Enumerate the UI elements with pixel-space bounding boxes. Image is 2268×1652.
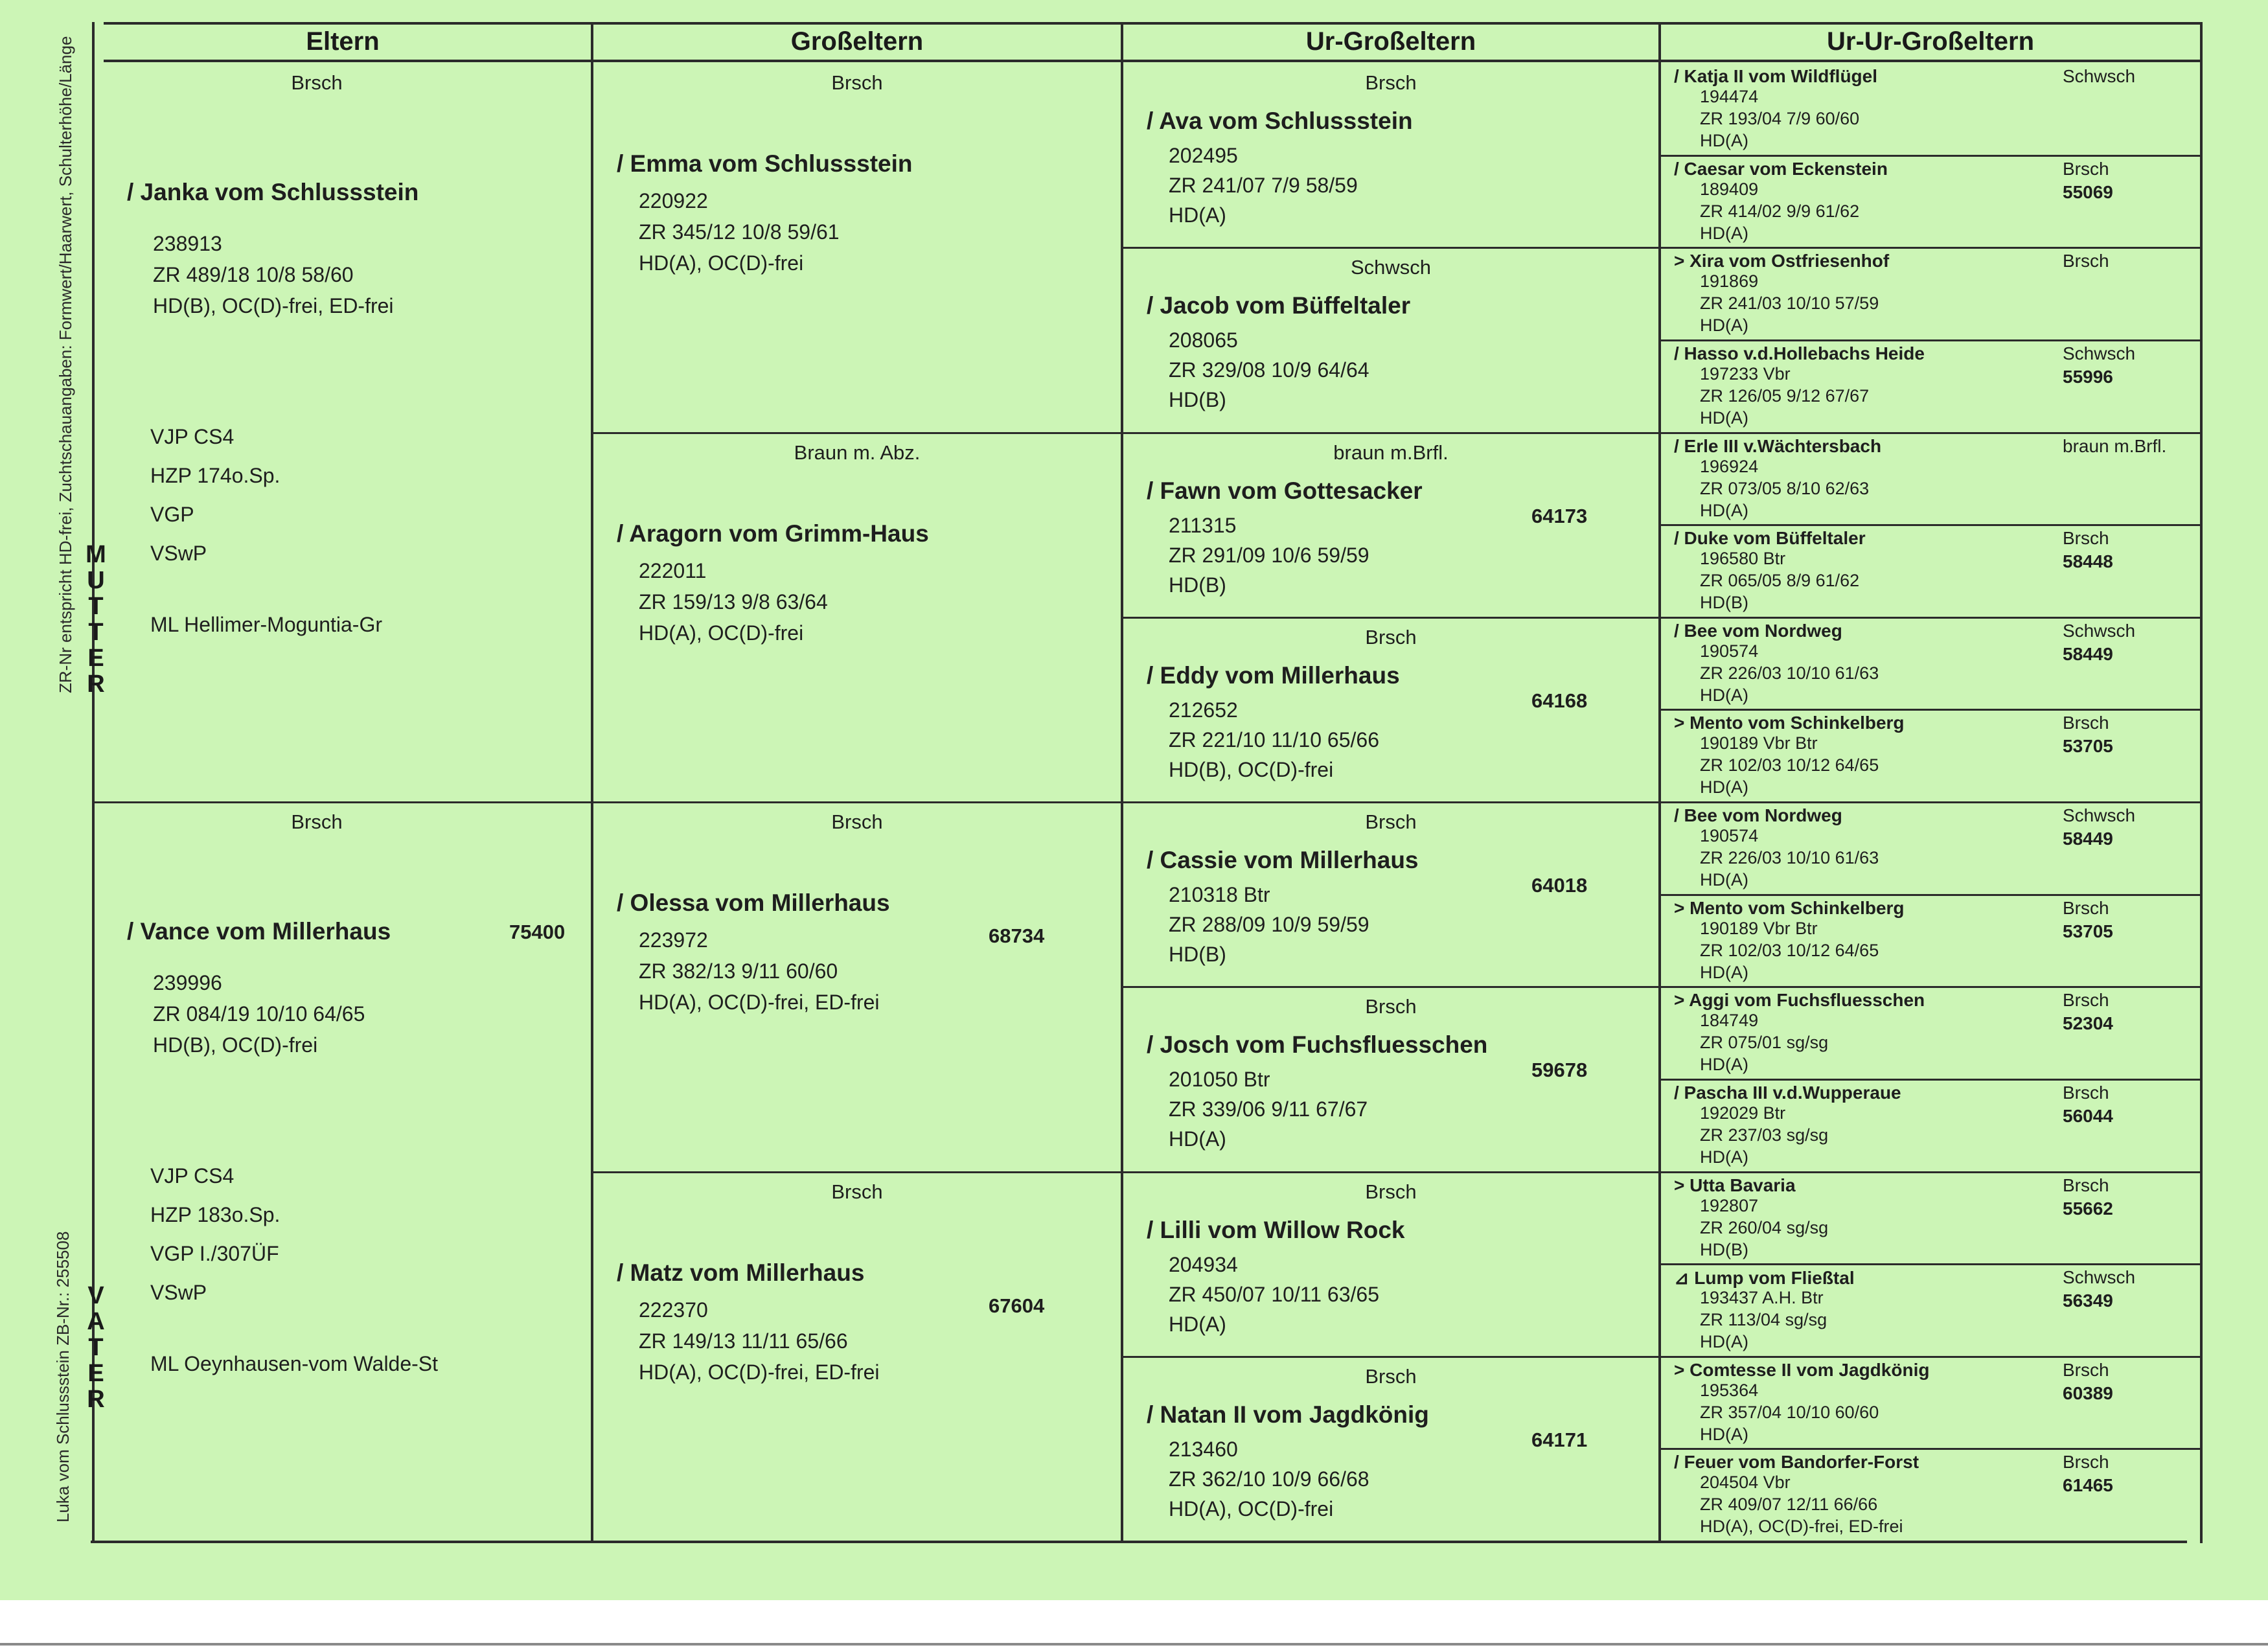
dog-name: / Bee vom Nordweg xyxy=(1674,805,1842,825)
dog-name: > Mento vom Schinkelberg xyxy=(1674,897,1905,918)
coat-color: Schwsch xyxy=(2063,66,2136,86)
row-divider xyxy=(1661,709,2200,711)
reg-number: 239996 xyxy=(153,971,222,994)
coat-color: Schwsch xyxy=(2063,620,2136,641)
dog-name: / Josch vom Fuchsfluesschen xyxy=(1147,1031,1488,1059)
reg-number: 190574 xyxy=(1700,826,1759,845)
row-divider xyxy=(1123,1356,1658,1358)
dog-name: / Caesar vom Eckenstein xyxy=(1674,158,1888,179)
reg-number: 195364 xyxy=(1700,1380,1759,1400)
health-line: HD(A) xyxy=(1700,685,1748,705)
great-great-grandparent-cell xyxy=(1661,1448,2200,1541)
test-result: VSwP xyxy=(150,542,207,565)
breeding-number: 64018 xyxy=(1531,874,1588,897)
reg-number: 190574 xyxy=(1700,641,1759,661)
row-divider xyxy=(1661,1079,2200,1081)
great-grandparent-cell xyxy=(1123,801,1658,986)
row-divider xyxy=(1661,524,2200,526)
breeding-number: 56349 xyxy=(2063,1291,2113,1311)
row-divider xyxy=(1123,1171,1658,1173)
dog-name: / Pascha III v.d.Wupperaue xyxy=(1674,1082,1901,1103)
health-line: HD(A) xyxy=(1700,315,1748,336)
reg-number: 196924 xyxy=(1700,456,1759,476)
dog-name: / Ava vom Schlussstein xyxy=(1147,108,1413,134)
coat-color: Brsch xyxy=(291,810,343,833)
test-result: VSwP xyxy=(150,1281,207,1304)
breeding-number: 64171 xyxy=(1531,1428,1588,1451)
header-ur-grosseltern: Ur-Großeltern xyxy=(1305,27,1476,56)
zr-line: ZR 288/09 10/9 59/59 xyxy=(1169,913,1369,936)
health-line: HD(A) xyxy=(1169,1312,1226,1336)
coat-color: Brsch xyxy=(831,1180,883,1203)
zr-line: ZR 126/05 9/12 67/67 xyxy=(1700,385,1870,406)
breeding-number: 55662 xyxy=(2063,1198,2113,1219)
health-line: HD(A) xyxy=(1700,1147,1748,1167)
great-grandparent-cell xyxy=(1123,62,1658,247)
dog-name: / Feuer vom Bandorfer-Forst xyxy=(1674,1452,1919,1473)
reg-number: 201050 Btr xyxy=(1169,1068,1270,1092)
border-bottom xyxy=(91,1541,2187,1543)
zr-line: ZR 221/10 11/10 65/66 xyxy=(1169,728,1379,751)
health-line: HD(B) xyxy=(1169,388,1226,412)
zr-line: ZR 073/05 8/10 62/63 xyxy=(1700,478,1870,498)
health-line: HD(B) xyxy=(1169,943,1226,966)
border-right xyxy=(2200,22,2203,1543)
header-grosseltern: Großeltern xyxy=(790,27,924,56)
coat-color: braun m.Brfl. xyxy=(1333,441,1449,464)
breeding-number: 55069 xyxy=(2063,181,2113,202)
health-line: HD(A), OC(D)-frei, ED-frei xyxy=(1700,1517,1903,1537)
great-great-grandparent-cell xyxy=(1661,1171,2200,1264)
coat-color: Brsch xyxy=(2063,1175,2109,1195)
row-divider xyxy=(1123,617,1658,619)
coat-color: Brsch xyxy=(1365,1180,1417,1203)
zr-line: ZR 345/12 10/8 59/61 xyxy=(639,220,840,244)
coat-color: Brsch xyxy=(831,810,883,833)
reg-number: 208065 xyxy=(1169,328,1238,352)
breeding-number: 64173 xyxy=(1531,504,1588,527)
health-line: HD(A) xyxy=(1700,131,1748,150)
test-result: HZP 183o.Sp. xyxy=(150,1203,281,1226)
row-divider xyxy=(1123,247,1658,249)
great-grandparent-cell xyxy=(1123,986,1658,1171)
reg-number: 204504 Vbr xyxy=(1700,1473,1791,1493)
coat-color: Brsch xyxy=(2063,713,2109,733)
scan-edge xyxy=(0,1643,2268,1646)
dog-name: ⊿ Lump vom Fließtal xyxy=(1674,1268,1855,1289)
zr-line: ZR 409/07 12/11 66/66 xyxy=(1700,1495,1878,1515)
health-line: HD(A) xyxy=(1700,1332,1748,1352)
row-divider xyxy=(1661,155,2200,157)
dog-name: / Bee vom Nordweg xyxy=(1674,620,1842,641)
reg-number: 202495 xyxy=(1169,144,1238,167)
zr-line: ZR 149/13 11/11 65/66 xyxy=(639,1329,848,1353)
reg-number: 184749 xyxy=(1700,1011,1759,1031)
dog-name: / Duke vom Büffeltaler xyxy=(1674,528,1866,549)
parent-cell xyxy=(95,801,591,1541)
health-line: HD(B), OC(D)-frei xyxy=(153,1033,318,1057)
breeding-number: 53705 xyxy=(2063,736,2113,757)
row-divider xyxy=(593,801,1121,803)
reg-number: 196580 Btr xyxy=(1700,549,1786,569)
zr-line: ZR 260/04 sg/sg xyxy=(1700,1217,1829,1237)
health-line: HD(A), OC(D)-frei xyxy=(639,251,804,275)
breeding-number: 67604 xyxy=(989,1294,1045,1317)
great-great-grandparent-cell xyxy=(1661,894,2200,987)
coat-color: Brsch xyxy=(1365,810,1417,833)
health-line: HD(A) xyxy=(1169,1127,1226,1151)
row-divider xyxy=(1661,1448,2200,1450)
coat-color: Schwsch xyxy=(2063,343,2136,363)
reg-number: 211315 xyxy=(1169,513,1237,537)
test-result: VGP xyxy=(150,503,194,526)
breeding-number: 68734 xyxy=(989,924,1045,947)
reg-number: 223972 xyxy=(639,928,708,952)
ml-line: ML Oeynhausen-vom Walde-St xyxy=(150,1352,439,1375)
parent-cell xyxy=(95,62,591,801)
breeding-number: 75400 xyxy=(509,921,566,943)
zr-line: ZR 193/04 7/9 60/60 xyxy=(1700,109,1860,128)
row-divider xyxy=(1661,432,2200,434)
reg-number: 238913 xyxy=(153,232,222,255)
breeding-number: 59678 xyxy=(1531,1059,1588,1082)
zr-line: ZR 450/07 10/11 63/65 xyxy=(1169,1282,1379,1306)
health-line: HD(A), OC(D)-frei xyxy=(1169,1497,1334,1520)
zr-line: ZR 102/03 10/12 64/65 xyxy=(1700,755,1879,775)
zr-line: ZR 237/03 sg/sg xyxy=(1700,1125,1829,1145)
coat-color: Schwsch xyxy=(2063,1267,2136,1288)
coat-color: Brsch xyxy=(2063,1452,2109,1473)
row-divider xyxy=(1661,1263,2200,1265)
row-divider xyxy=(1123,986,1658,988)
great-great-grandparent-cell xyxy=(1661,524,2200,617)
zr-line: ZR 226/03 10/10 61/63 xyxy=(1700,663,1879,683)
health-line: HD(A) xyxy=(1700,777,1748,797)
row-divider xyxy=(593,432,1121,434)
test-result: HZP 174o.Sp. xyxy=(150,464,281,487)
dog-name: / Vance vom Millerhaus xyxy=(127,918,391,945)
dog-name: / Matz vom Millerhaus xyxy=(617,1259,865,1286)
row-divider xyxy=(1123,432,1658,434)
health-line: HD(A), OC(D)-frei, ED-frei xyxy=(639,1360,880,1384)
health-line: HD(B) xyxy=(1169,573,1226,597)
zr-line: ZR 382/13 9/11 60/60 xyxy=(639,959,838,983)
label-vater: V A T E R xyxy=(87,1282,105,1413)
coat-color: Brsch xyxy=(2063,1082,2109,1103)
reg-number: 222011 xyxy=(639,558,707,582)
row-divider xyxy=(95,801,591,803)
label-mutter: M U T T E R xyxy=(86,541,106,698)
row-divider xyxy=(1123,801,1658,803)
great-great-grandparent-cell xyxy=(1661,432,2200,525)
breeding-number: 52304 xyxy=(2063,1013,2113,1034)
breeding-number: 53705 xyxy=(2063,921,2113,941)
header-eltern: Eltern xyxy=(306,27,380,56)
health-line: HD(A) xyxy=(1700,1055,1748,1075)
coat-color: Brsch xyxy=(1365,995,1417,1018)
great-grandparent-cell xyxy=(1123,247,1658,431)
zr-line: ZR 291/09 10/6 59/59 xyxy=(1169,543,1369,567)
dog-name: > Xira vom Ostfriesenhof xyxy=(1674,251,1890,271)
row-divider xyxy=(593,1171,1121,1173)
row-divider xyxy=(1661,247,2200,249)
grandparent-cell xyxy=(593,801,1121,1171)
health-line: HD(B), OC(D)-frei xyxy=(1169,757,1334,781)
great-great-grandparent-cell xyxy=(1661,155,2200,247)
coat-color: Brsch xyxy=(1365,1364,1417,1388)
great-grandparent-cell xyxy=(1123,1171,1658,1356)
zr-line: ZR 357/04 10/10 60/60 xyxy=(1700,1402,1879,1422)
zr-line: ZR 414/02 9/9 61/62 xyxy=(1700,201,1860,221)
side-note-top: ZR-Nr entspricht HD-frei, Zuchtschauangaben: Formwert/Haarwert, Schulterhöhe/Länge xyxy=(56,36,75,693)
reg-number: 213460 xyxy=(1169,1437,1238,1461)
great-great-grandparent-cell xyxy=(1661,1356,2200,1449)
health-line: HD(A) xyxy=(1700,223,1748,243)
great-great-grandparent-cell xyxy=(1661,1079,2200,1171)
breeding-number: 56044 xyxy=(2063,1105,2113,1126)
great-great-grandparent-cell xyxy=(1661,1263,2200,1356)
row-divider xyxy=(1661,1171,2200,1173)
breeding-number: 60389 xyxy=(2063,1382,2113,1403)
great-great-grandparent-cell xyxy=(1661,617,2200,709)
dog-name: / Janka vom Schlussstein xyxy=(127,179,419,205)
coat-color: Brsch xyxy=(1365,71,1417,94)
great-great-grandparent-cell xyxy=(1661,801,2200,894)
reg-number: 192807 xyxy=(1700,1195,1759,1215)
reg-number: 192029 Btr xyxy=(1700,1103,1786,1123)
zr-line: ZR 113/04 sg/sg xyxy=(1700,1310,1827,1330)
health-line: HD(A) xyxy=(1700,1424,1748,1444)
grandparent-cell xyxy=(593,1171,1121,1541)
health-line: HD(A) xyxy=(1700,962,1748,982)
zr-line: ZR 084/19 10/10 64/65 xyxy=(153,1002,365,1026)
reg-number: 210318 Btr xyxy=(1169,883,1270,906)
zr-line: ZR 159/13 9/8 63/64 xyxy=(639,590,828,614)
coat-color: Schwsch xyxy=(1350,256,1432,279)
zr-line: ZR 329/08 10/9 64/64 xyxy=(1169,358,1369,382)
coat-color: Brsch xyxy=(2063,158,2109,179)
great-grandparent-cell xyxy=(1123,432,1658,617)
test-result: VJP CS4 xyxy=(150,425,235,448)
dog-name: / Eddy vom Millerhaus xyxy=(1147,661,1400,689)
coat-color: Brsch xyxy=(831,71,883,94)
dog-name: > Utta Bavaria xyxy=(1674,1175,1796,1195)
health-line: HD(A), OC(D)-frei xyxy=(639,621,804,645)
grandparent-cell xyxy=(593,432,1121,802)
test-result: VGP I./307ÜF xyxy=(150,1242,279,1265)
reg-number: 220922 xyxy=(639,189,708,212)
ml-line: ML Hellimer-Moguntia-Gr xyxy=(150,613,382,636)
dog-name: / Hasso v.d.Hollebachs Heide xyxy=(1674,343,1925,363)
health-line: HD(A), OC(D)-frei, ED-frei xyxy=(639,991,880,1014)
row-divider xyxy=(1661,986,2200,988)
zr-line: ZR 489/18 10/8 58/60 xyxy=(153,263,354,286)
great-grandparent-cell xyxy=(1123,1356,1658,1541)
coat-color: Brsch xyxy=(2063,1359,2109,1380)
zr-line: ZR 226/03 10/10 61/63 xyxy=(1700,848,1879,867)
health-line: HD(B) xyxy=(1700,593,1748,613)
health-line: HD(B) xyxy=(1700,1239,1748,1259)
zr-line: ZR 362/10 10/9 66/68 xyxy=(1169,1467,1369,1491)
great-great-grandparent-cell xyxy=(1661,339,2200,432)
header-ur-ur-grosseltern: Ur-Ur-Großeltern xyxy=(1826,27,2035,56)
dog-name: / Aragorn vom Grimm-Haus xyxy=(617,520,929,547)
breeding-number: 58449 xyxy=(2063,829,2113,849)
health-line: HD(B), OC(D)-frei, ED-frei xyxy=(153,294,394,317)
coat-color: Braun m. Abz. xyxy=(794,441,921,464)
zr-line: ZR 241/03 10/10 57/59 xyxy=(1700,293,1879,314)
reg-number: 193437 A.H. Btr xyxy=(1700,1288,1824,1308)
test-result: VJP CS4 xyxy=(150,1164,235,1187)
zr-line: ZR 339/06 9/11 67/67 xyxy=(1169,1097,1368,1121)
dog-name: > Comtesse II vom Jagdkönig xyxy=(1674,1359,1930,1380)
reg-number: 190189 Vbr Btr xyxy=(1700,733,1818,753)
reg-number: 197233 Vbr xyxy=(1700,363,1791,384)
row-divider xyxy=(1661,1356,2200,1358)
row-divider xyxy=(1661,894,2200,896)
great-grandparent-cell xyxy=(1123,617,1658,801)
row-divider xyxy=(1661,339,2200,341)
coat-color: Brsch xyxy=(2063,990,2109,1011)
grandparent-cell xyxy=(593,62,1121,432)
dog-name: > Aggi vom Fuchsfluesschen xyxy=(1674,990,1925,1011)
dog-name: / Fawn vom Gottesacker xyxy=(1147,477,1423,504)
dog-name: > Mento vom Schinkelberg xyxy=(1674,713,1905,733)
health-line: HD(A) xyxy=(1700,870,1748,889)
reg-number: 194474 xyxy=(1700,87,1759,106)
coat-color: Brsch xyxy=(291,71,343,94)
reg-number: 204934 xyxy=(1169,1252,1238,1276)
great-great-grandparent-cell xyxy=(1661,709,2200,801)
health-line: HD(A) xyxy=(1700,407,1748,428)
dog-name: / Cassie vom Millerhaus xyxy=(1147,847,1419,873)
dog-name: / Lilli vom Willow Rock xyxy=(1147,1216,1405,1243)
dog-name: / Olessa vom Millerhaus xyxy=(617,889,890,916)
coat-color: braun m.Brfl. xyxy=(2063,435,2167,456)
dog-name: / Katja II vom Wildflügel xyxy=(1674,66,1878,86)
side-note-bottom: Luka vom Schlussstein ZB-Nr.: 255508 xyxy=(53,1231,73,1522)
dog-name: / Erle III v.Wächtersbach xyxy=(1674,435,1882,456)
reg-number: 222370 xyxy=(639,1298,708,1322)
breeding-number: 58448 xyxy=(2063,551,2113,572)
reg-number: 190189 Vbr Btr xyxy=(1700,918,1818,938)
coat-color: Brsch xyxy=(2063,251,2109,271)
great-great-grandparent-cell xyxy=(1661,247,2200,339)
breeding-number: 55996 xyxy=(2063,366,2113,387)
coat-color: Brsch xyxy=(2063,528,2109,549)
zr-line: ZR 065/05 8/9 61/62 xyxy=(1700,571,1860,591)
row-divider xyxy=(1661,801,2200,803)
breeding-number: 61465 xyxy=(2063,1475,2113,1496)
reg-number: 212652 xyxy=(1169,698,1238,722)
dog-name: / Jacob vom Büffeltaler xyxy=(1147,292,1411,319)
zr-line: ZR 075/01 sg/sg xyxy=(1700,1033,1829,1053)
reg-number: 191869 xyxy=(1700,271,1759,292)
coat-color: Schwsch xyxy=(2063,805,2136,825)
health-line: HD(A) xyxy=(1169,203,1226,227)
breeding-number: 58449 xyxy=(2063,643,2113,664)
great-great-grandparent-cell xyxy=(1661,986,2200,1079)
breeding-number: 64168 xyxy=(1531,689,1588,712)
row-divider xyxy=(1661,617,2200,619)
dog-name: / Emma vom Schlussstein xyxy=(617,150,913,177)
zr-line: ZR 102/03 10/12 64/65 xyxy=(1700,940,1879,960)
zr-line: ZR 241/07 7/9 58/59 xyxy=(1169,174,1358,197)
reg-number: 189409 xyxy=(1700,179,1759,199)
great-great-grandparent-cell xyxy=(1661,62,2200,155)
coat-color: Brsch xyxy=(1365,625,1417,648)
coat-color: Brsch xyxy=(2063,897,2109,918)
health-line: HD(A) xyxy=(1700,500,1748,520)
dog-name: / Natan II vom Jagdkönig xyxy=(1147,1401,1429,1428)
